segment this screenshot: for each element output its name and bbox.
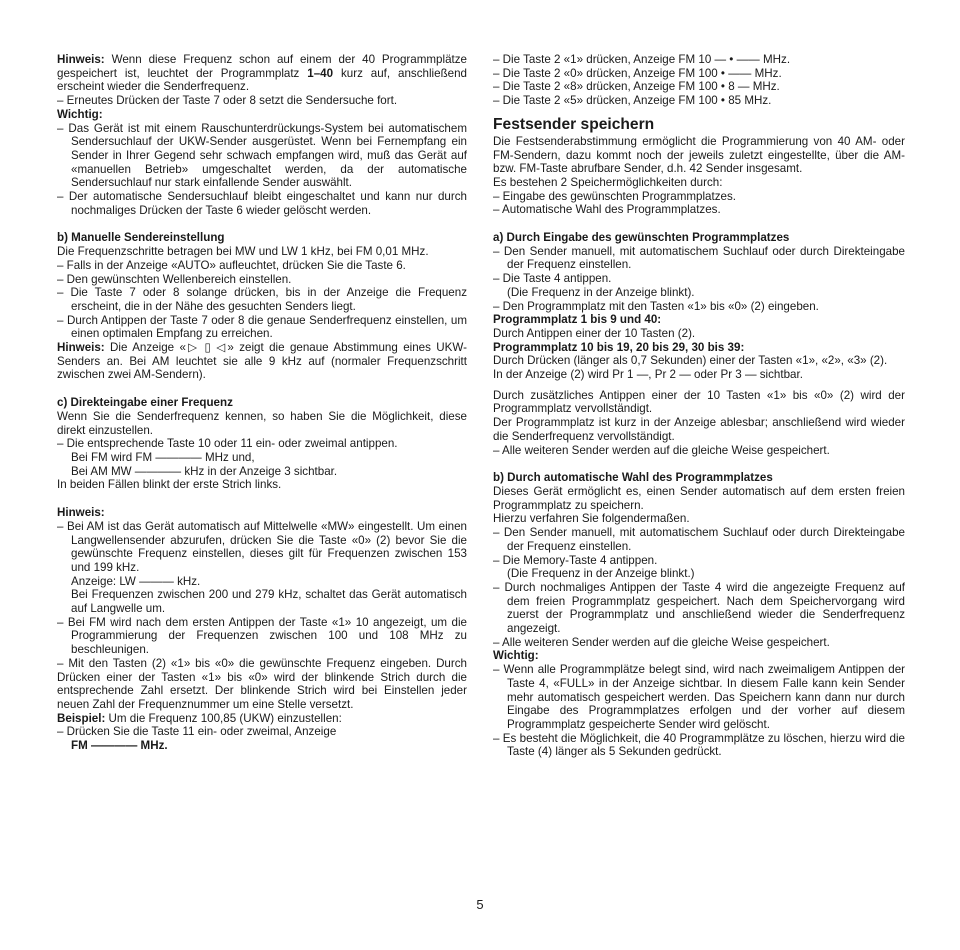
list-item: – Eingabe des gewünschten Programmplatzes. <box>493 189 736 203</box>
hinweis-text: Wenn diese Frequenz schon auf einem der 40 Programmplätze gespeichert ist, leuchtet der Programmplatz <box>57 53 467 80</box>
section-intro: Dieses Gerät ermöglicht es, einen Sender automatisch auf dem ersten freien Programmplatz zu speichern. <box>493 484 905 512</box>
ablesbar-text: Der Programmplatz ist kurz in der Anzeige ablesbar; anschließend wird wieder die Senderfrequenz vervollständigt. <box>493 416 905 443</box>
wichtig-item: – Wenn alle Programmplätze belegt sind, wird nach zweimaligem Antippen der Taste 4, «FULL» in der Anzeige sichtbar. In diesem Falle kann kein Sender mehr automatisch gespeichert werden. Das Speichern kann dann nur durch Eingabe des Programmplatzes erfolgen und der vorher auf diesem Programmplatz gespeicherte Sender wird gelöscht. <box>493 663 905 731</box>
hinweis-label: Hinweis: <box>57 341 105 355</box>
list-item: – Die Taste 4 antippen. <box>493 272 612 286</box>
list-item: – Den Sender manuell, mit automatischem Suchlauf oder durch Direkteingabe der Frequenz einstellen. <box>493 526 905 553</box>
list-item: – Die Taste 7 oder 8 solange drücken, bis in der Anzeige die Frequenz erscheint, die in der Nähe des gesuchten Senders liegt. <box>57 286 467 313</box>
hinweis-text: Die Anzeige «▷ ▯ ◁» zeigt die genaue Abstimmung eines UKW-Senders an. Bei AM leuchtet sie alle 9 kHz auf (normaler Frequenzschritt zwischen zwei AM-Sendern). <box>57 341 467 382</box>
list-item: – Die entsprechende Taste 10 oder 11 ein- oder zweimal antippen. <box>57 437 398 451</box>
list-item: – Den gewünschten Wellenbereich einstellen. <box>57 272 292 286</box>
list-item: – Die Memory-Taste 4 antippen. <box>493 553 658 567</box>
possibilities-text: Es bestehen 2 Speichermöglichkeiten durch: <box>493 175 723 189</box>
section-intro: Die Frequenzschritte betragen bei MW und LW 1 kHz, bei FM 0,01 MHz. <box>57 245 429 259</box>
wichtig-item: – Es besteht die Möglichkeit, die 40 Programmplätze zu löschen, hierzu wird die Taste (4) länger als 5 Sekunden gedrückt. <box>493 731 905 759</box>
wichtig-label: Wichtig: <box>493 649 539 663</box>
section-title: Festsender speichern <box>493 115 655 133</box>
list-item: – Automatische Wahl des Programmplatzes. <box>493 203 721 217</box>
section-intro: Die Festsenderabstimmung ermöglicht die Programmierung von 40 AM- oder FM-Sendern, dazu kommt noch der jeweils zuletzt eingestellte, über die AM- bzw. FM-Taste abrufbare Sender, d.h. 42 Sender insgesamt. <box>493 134 905 176</box>
wichtig-label: Wichtig: <box>57 107 103 121</box>
prog-label: Programmplatz 1 bis 9 und 40: <box>493 313 662 327</box>
beispiel-item: – Drücken Sie die Taste 11 ein- oder zweimal, Anzeige <box>57 725 337 739</box>
anzeige-line: Anzeige: LW ——— kHz. <box>71 574 201 588</box>
verfahren-text: Hierzu verfahren Sie folgendermaßen. <box>493 512 690 526</box>
hinweis-bold: 1–40 <box>307 66 334 80</box>
beispiel-display: FM ———— MHz. <box>71 739 168 753</box>
display-item: – Die Taste 2 «5» drücken, Anzeige FM 100 • 85 MHz. <box>493 94 772 108</box>
wichtig-item: – Das Gerät ist mit einem Rauschunterdrückungs-System bei automatischem Sendersuchlauf der UKW-Sender ausgerüstet. Wenn bei Fernempfang ein Sender in Ihrer Gegend sehr schwach empfangen wird, muß das Gerät auf «manuellen Betrieb» umgeschaltet werden, da der automatische Sendersuchlauf nur stark einfallende Sender auswählt. <box>57 121 467 190</box>
section-heading: c) Direkteingabe einer Frequenz <box>57 396 233 410</box>
list-item: – Durch Antippen der Taste 7 oder 8 die genaue Senderfrequenz einstellen, um einen optimalen Empfang zu erreichen. <box>57 313 467 341</box>
display-item: – Die Taste 2 «1» drücken, Anzeige FM 10 — • —— MHz. <box>493 53 791 66</box>
display-item: – Die Taste 2 «8» drücken, Anzeige FM 100 • 8 — MHz. <box>493 80 780 94</box>
hinweis-label: Hinweis: <box>57 53 105 66</box>
tasten-text: – Mit den Tasten (2) «1» bis «0» die gewünschte Frequenz eingeben. Durch Drücken einer der Tasten «1» bis «0» wird der blinkende Strich durch die entsprechende Zahl ersetzt. Der blinkende Strich wird bei Einstellen jeder neuen Zahl der Frequenznummer um eine Stelle versetzt. <box>57 656 467 711</box>
list-item: – Alle weiteren Sender werden auf die gleiche Weise gespeichert. <box>493 443 830 457</box>
blink-note: In beiden Fällen blinkt der erste Strich links. <box>57 478 282 492</box>
wichtig-item: – Der automatische Sendersuchlauf bleibt eingeschaltet und kann nur durch nochmaliges Drücken der Taste 6 wieder gelöscht werden. <box>57 190 467 217</box>
section-intro: Wenn Sie die Senderfrequenz kennen, so haben Sie die Möglichkeit, diese direkt einzustellen. <box>57 409 467 437</box>
section-heading: b) Durch automatische Wahl des Programmplatzes <box>493 471 773 485</box>
prog-text: Durch Drücken (länger als 0,7 Sekunden) einer der Tasten «1», «2», «3» (2). <box>493 354 888 368</box>
lw-text: Bei Frequenzen zwischen 200 und 279 kHz, schaltet das Gerät automatisch auf Langwelle um. <box>71 588 467 616</box>
section-heading: b) Manuelle Sendereinstellung <box>57 231 225 245</box>
hinweis-text-end: kurz auf, anschließend erscheint wieder die Senderfrequenz. <box>57 66 467 94</box>
am-display-line: Bei AM MW ———— kHz in der Anzeige 3 sichtbar. <box>71 464 338 478</box>
prog-text: Durch Antippen einer der 10 Tasten (2). <box>493 326 696 340</box>
list-item: – Alle weiteren Sender werden auf die gleiche Weise gespeichert. <box>493 635 830 649</box>
hinweis-paragraph <box>57 341 467 382</box>
display-item: – Die Taste 2 «0» drücken, Anzeige FM 100 • —— MHz. <box>493 66 782 80</box>
beispiel-label: Beispiel: <box>57 711 106 725</box>
page-number: 5 <box>476 897 484 912</box>
beispiel-paragraph <box>57 712 467 726</box>
prog-label: Programmplatz 10 bis 19, 20 bis 29, 30 bis 39: <box>493 340 745 354</box>
hinweis-paragraph <box>57 53 467 94</box>
left-column <box>57 53 467 753</box>
list-item: – Den Sender manuell, mit automatischem Suchlauf oder durch Direkteingabe der Frequenz einstellen. <box>493 244 905 272</box>
beispiel-text: Um die Frequenz 100,85 (UKW) einzustellen: <box>105 711 342 725</box>
prog-display: In der Anzeige (2) wird Pr 1 —, Pr 2 — oder Pr 3 — sichtbar. <box>493 368 803 382</box>
repeat-item: – Erneutes Drücken der Taste 7 oder 8 setzt die Sendersuche fort. <box>57 94 398 108</box>
hinweis-label: Hinweis: <box>57 506 105 520</box>
list-item: – Den Programmplatz mit den Tasten «1» bis «0» (2) eingeben. <box>493 299 819 313</box>
list-item: – Falls in der Anzeige «AUTO» aufleuchtet, drücken Sie die Taste 6. <box>57 258 406 272</box>
blink-note: (Die Frequenz in der Anzeige blinkt). <box>507 285 695 299</box>
list-item: – Durch nochmaliges Antippen der Taste 4 wird die angezeigte Frequenz auf dem freien Programmplatz gespeichert. Nach dem Speichervorgang wird zuerst der Programmplatz und anschließend wieder die Senderfrequenz angezeigt. <box>493 580 905 636</box>
blink-note: (Die Frequenz in der Anzeige blinkt.) <box>507 567 695 581</box>
list-item: – Bei FM wird nach dem ersten Antippen der Taste «1» 10 angezeigt, um die Programmierung der Frequenzen zwischen 100 und 108 MHz zu beschleunigen. <box>57 615 467 657</box>
right-column <box>493 53 905 759</box>
section-heading: a) Durch Eingabe des gewünschten Programmplatzes <box>493 231 790 245</box>
fm-display-line: Bei FM wird FM ———— MHz und, <box>71 450 255 464</box>
zusatz-text: Durch zusätzliches Antippen einer der 10 Tasten «1» bis «0» (2) wird der Programmplatz vervollständigt. <box>493 388 905 416</box>
list-item: – Bei AM ist das Gerät automatisch auf Mittelwelle «MW» eingestellt. Um einen Langwellensender abzurufen, drücken Sie die Taste «0» (2) bevor Sie die gewünschte Frequenz einstellen, dieses gilt für Frequenzen zwischen 153 und 199 kHz. <box>57 519 467 574</box>
